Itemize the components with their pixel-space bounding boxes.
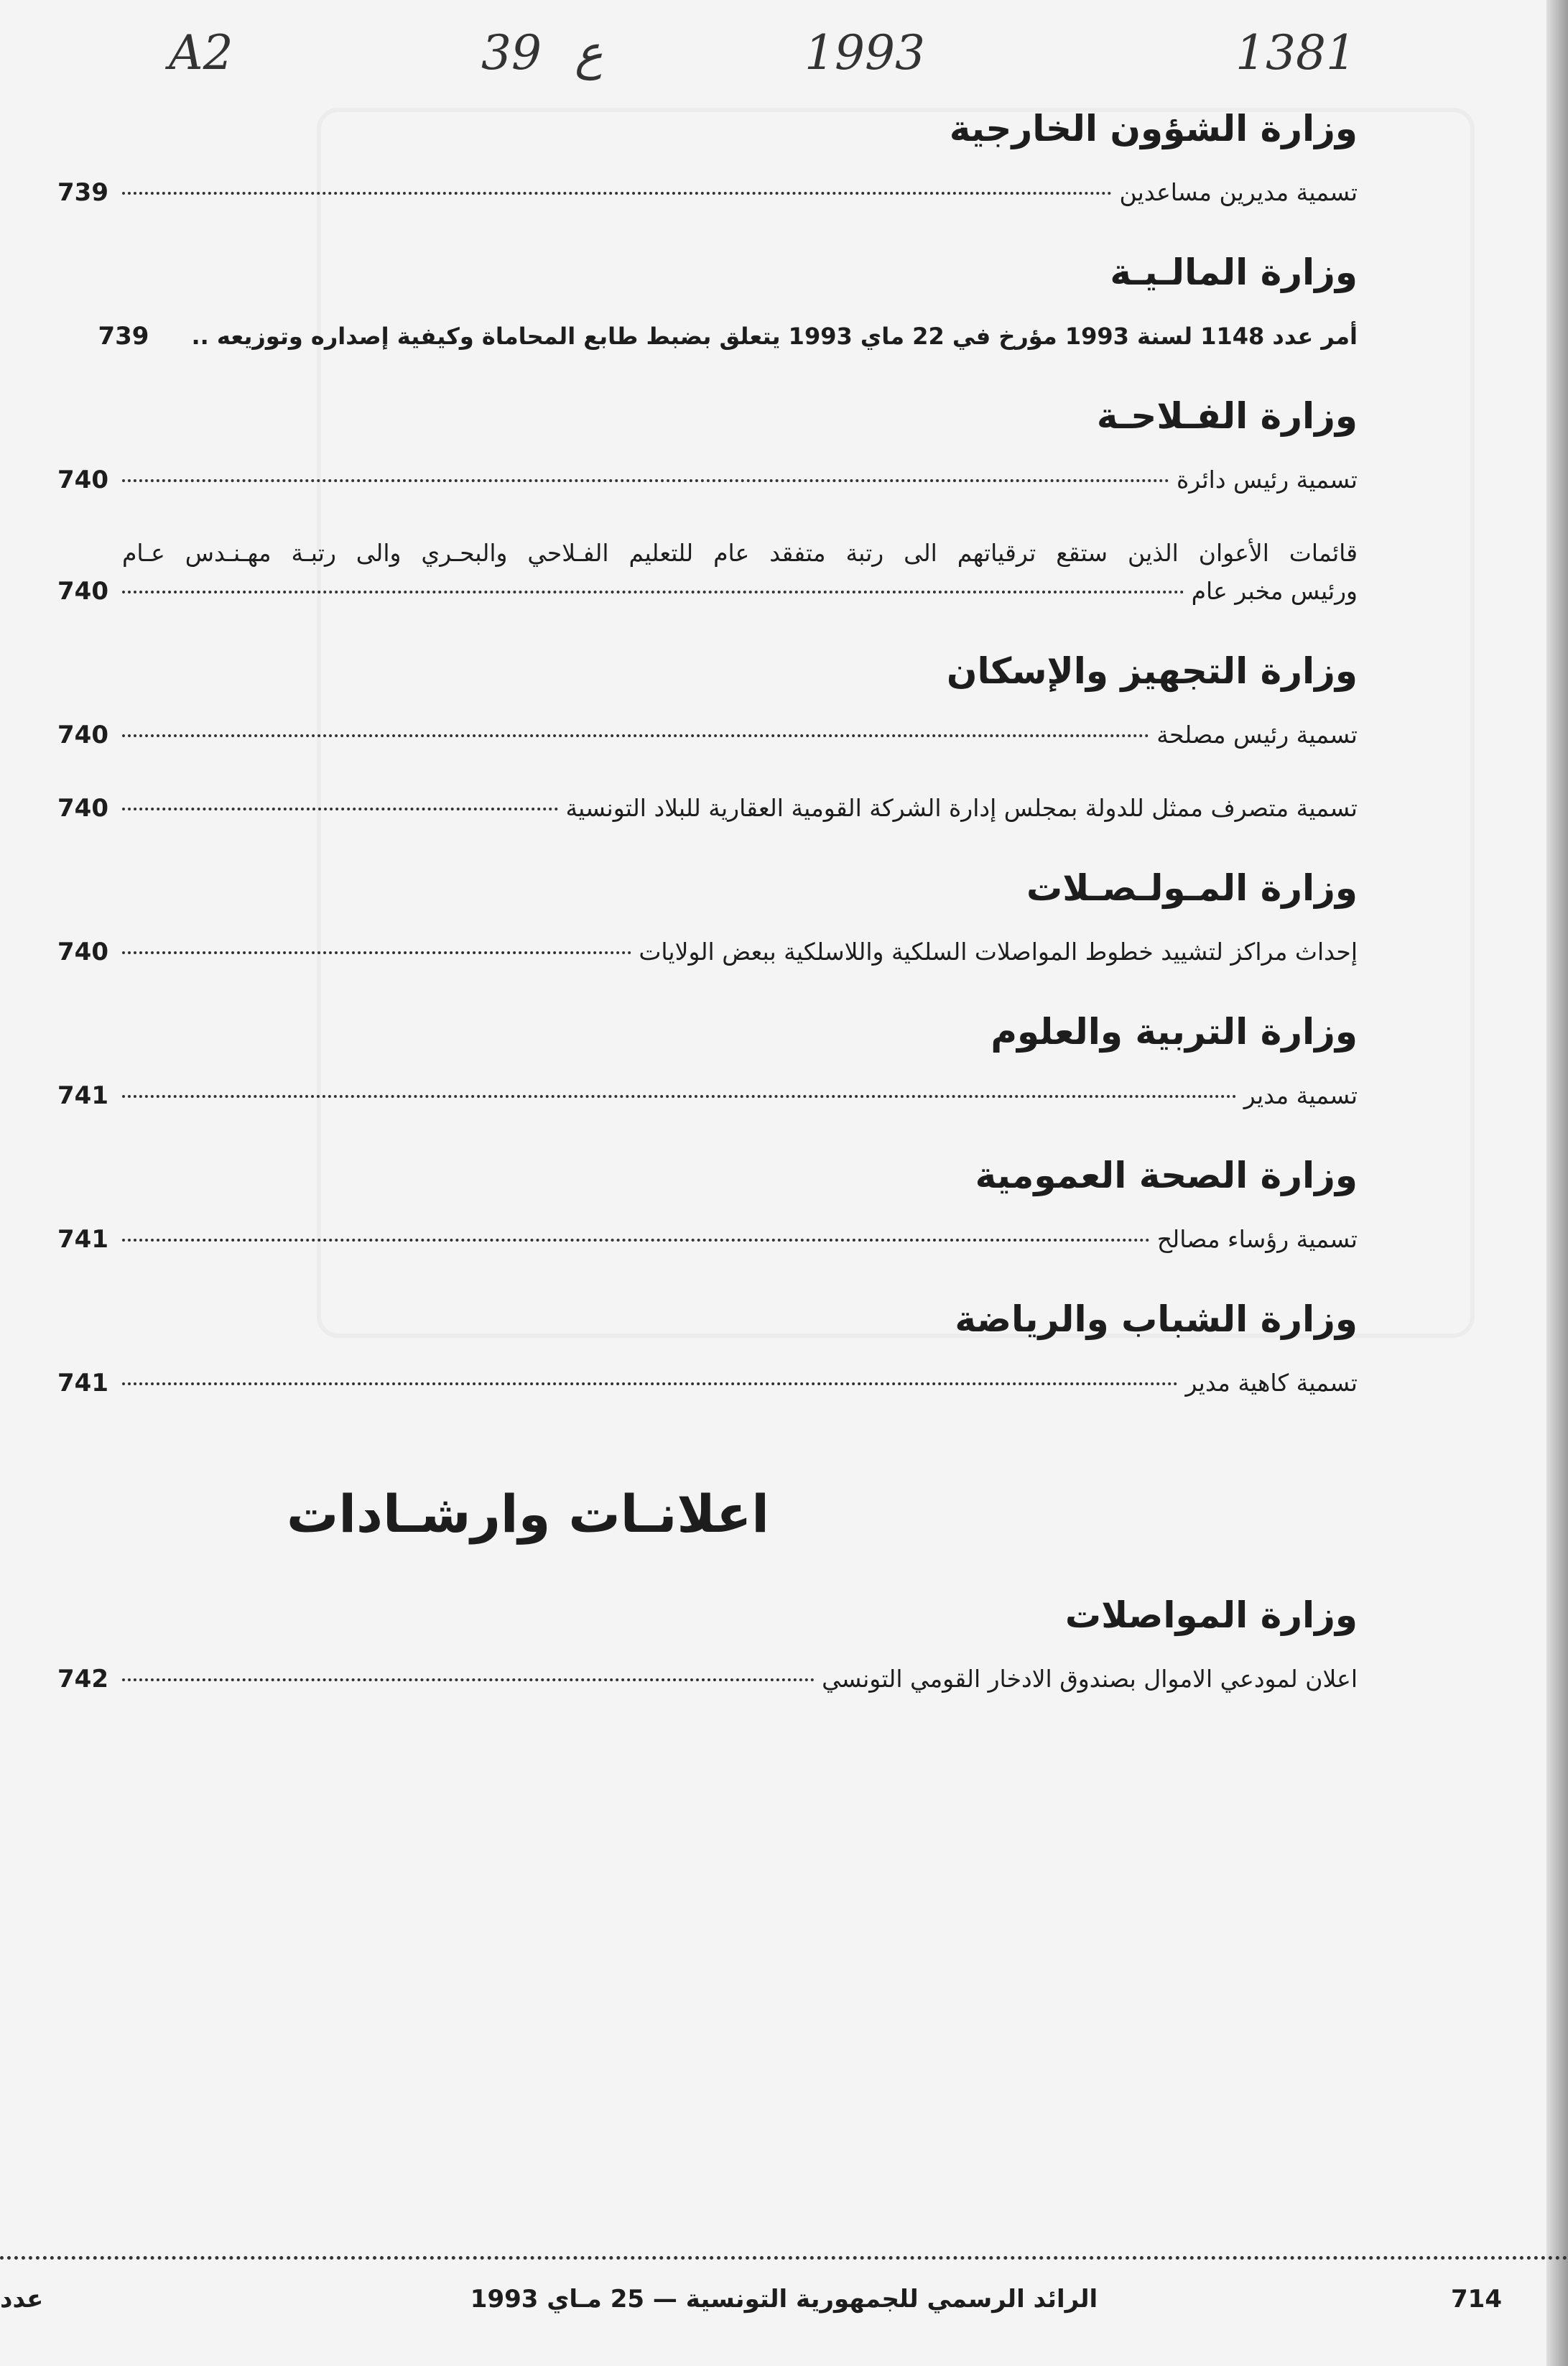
section-heading-youth-sports: وزارة الشباب والرياضة: [955, 1298, 1358, 1340]
dot-leader: [122, 192, 1112, 195]
dot-leader: [122, 1382, 1178, 1385]
toc-entry: [57, 466, 1358, 494]
toc-entry-text: تسمية رؤساء مصالح: [1156, 1225, 1358, 1253]
footer-rule: [0, 2256, 1568, 2260]
dot-leader: [122, 591, 1184, 593]
toc-entry: [57, 178, 1358, 207]
handwritten-code: 1381: [1235, 25, 1356, 80]
toc-entry-page: 741: [57, 1225, 108, 1254]
toc-entry-text: تسمية رئيس دائرة: [1176, 466, 1358, 494]
dot-leader: [122, 808, 558, 810]
section-heading-education-science: وزارة التربية والعلوم: [991, 1011, 1358, 1053]
toc-entry-text: تسمية رئيس مصلحة: [1156, 721, 1358, 749]
section-heading-finance: وزارة المالـيـة: [1110, 251, 1358, 293]
toc-entry-text: اعلان لمودعي الاموال بصندوق الادخار القومي التونسي: [822, 1665, 1358, 1693]
toc-entry-page: 739: [98, 322, 149, 351]
announcements-title: اعلانـات وارشـادات: [287, 1484, 769, 1544]
toc-entry: [57, 794, 1358, 823]
toc-entry-text: إحداث مراكز لتشييد خطوط المواصلات السلكية واللاسلكية ببعض الولايات: [639, 938, 1358, 966]
footer-page-number: 714: [1451, 2285, 1502, 2314]
section-heading-equipment-housing: وزارة التجهيز والإسكان: [946, 650, 1358, 692]
handwritten-note-left: A2: [169, 25, 233, 80]
dot-leader: [122, 479, 1169, 482]
toc-entry-text: تسمية مديرين مساعدين: [1119, 178, 1358, 206]
toc-entry-page: 740: [57, 466, 108, 494]
section-heading-foreign-affairs: وزارة الشؤون الخارجية: [949, 108, 1358, 149]
toc-entry: [57, 322, 1358, 351]
toc-entry-text-line1: قائمات الأعوان الذين ستقع ترقياتهم الى رتبة متفقد عام للتعليم الفـلاحي والبحـري والى رتبـة مهـنـدس عـام: [122, 539, 1358, 567]
toc-entry-page: 740: [57, 794, 108, 823]
handwritten-issue-number: 39: [481, 25, 542, 80]
toc-entry: [57, 938, 1358, 966]
dot-leader: [122, 734, 1149, 737]
toc-entry: [57, 1369, 1358, 1397]
toc-entry: [57, 1081, 1358, 1110]
footer-publication-title: الرائد الرسمي للجمهورية التونسية — 25 مـاي 1993: [470, 2285, 1098, 2314]
toc-entry: [57, 1225, 1358, 1254]
section-heading-communications-announcements: وزارة المواصلات: [1064, 1594, 1358, 1636]
toc-entry-page: 741: [57, 1369, 108, 1397]
dot-leader: [122, 951, 631, 954]
toc-entry-page: 740: [57, 721, 108, 749]
toc-entry-page: 741: [57, 1081, 108, 1110]
section-heading-public-health: وزارة الصحة العمومية: [975, 1155, 1358, 1196]
scan-edge-shadow: [1546, 0, 1568, 2366]
toc-entry-multiline: [57, 539, 1358, 606]
dot-leader: [122, 1239, 1150, 1242]
handwritten-year: 1993: [804, 25, 925, 80]
handwritten-letter: ع: [575, 25, 603, 80]
toc-entry-text-line2: ورئيس مخبر عام: [1191, 577, 1358, 605]
dot-leader: [122, 1095, 1237, 1098]
toc-entry-page: 740: [57, 577, 108, 606]
footer-cut-text: عدد: [0, 2285, 44, 2314]
toc-entry-text: تسمية مدير: [1243, 1081, 1358, 1109]
section-heading-communications: وزارة المـولـصـلات: [1026, 867, 1358, 909]
toc-entry: [57, 721, 1358, 749]
toc-entry-text: تسمية كاهية مدير: [1185, 1369, 1358, 1397]
toc-entry-text: أمر عدد 1148 لسنة 1993 مؤرخ في 22 ماي 1993 يتعلق بضبط طابع المحاماة وكيفية إصداره وتوزيعه ..: [191, 323, 1358, 350]
section-heading-agriculture: وزارة الفـلاحـة: [1096, 395, 1358, 437]
toc-entry-text: تسمية متصرف ممثل للدولة بمجلس إدارة الشركة القومية العقارية للبلاد التونسية: [565, 794, 1358, 822]
toc-entry-page: 739: [57, 178, 108, 207]
toc-entry-page: 742: [57, 1665, 108, 1693]
table-of-contents: [57, 86, 1358, 1738]
dot-leader: [122, 1678, 815, 1681]
toc-entry-page: 740: [57, 938, 108, 966]
toc-entry: [57, 1665, 1358, 1693]
